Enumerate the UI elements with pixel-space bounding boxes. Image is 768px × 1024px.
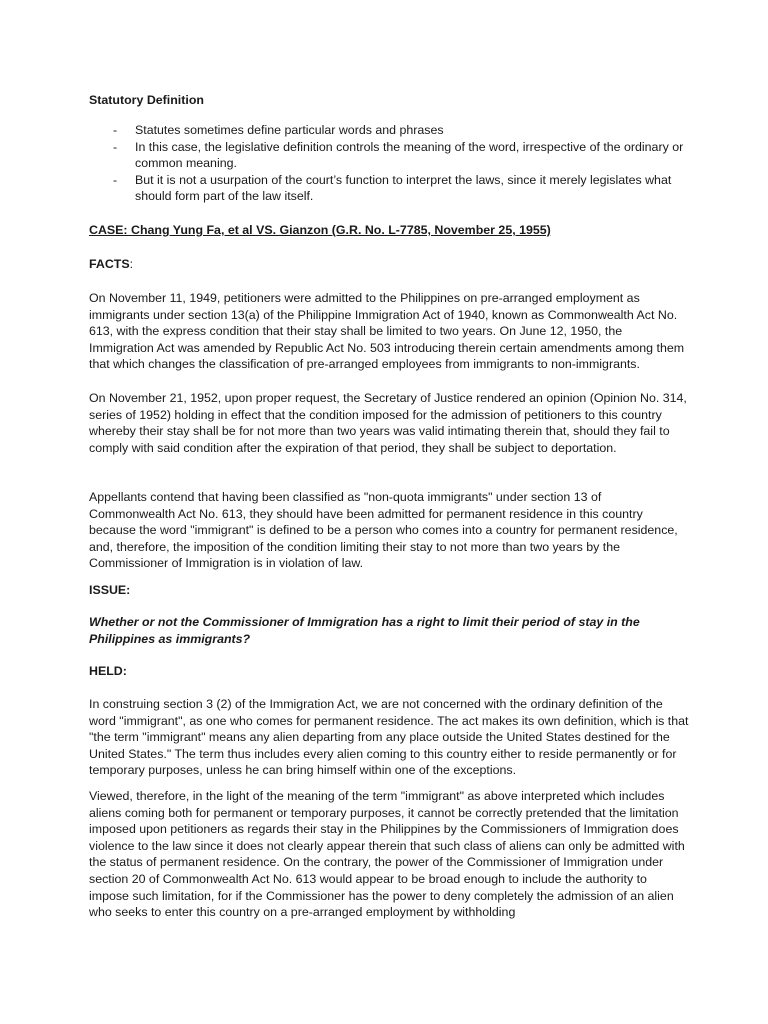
- bullet-text: In this case, the legislative definition controls the meaning of the word, irrespective of the ordinary or common meaning.: [135, 139, 684, 171]
- issue-question: Whether or not the Commissioner of Immigration has a right to limit their period of stay in the Philippines as immigrants?: [89, 615, 640, 646]
- bullet-text: Statutes sometimes define particular words and phrases: [135, 123, 444, 137]
- facts-paragraph-3: Appellants contend that having been classified as "non-quota immigrants" under section 13 of Commonwealth Act No. 613, they should have been admitted for permanent residence in this country because the word "immigrant" is defined to be a person who comes into a country for permanent residence, and, therefore, the imposition of the condition limiting their stay to not more than two years by the Commissioner of Immigration is in violation of law.: [89, 490, 678, 571]
- facts-heading-colon: :: [129, 257, 134, 271]
- statutory-bullet-list: [89, 122, 689, 205]
- list-item: [89, 139, 689, 172]
- bullet-dash: -: [113, 172, 118, 187]
- facts-paragraph-1: On November 11, 1949, petitioners were admitted to the Philippines on pre-arranged employment as immigrants under section 13(a) of the Philippine Immigration Act of 1940, known as Commonwealth Act No. 613, with the express condition that their stay shall be limited to two years. On June 12, 1950, the Immigration Act was amended by Republic Act No. 503 introducing therein certain amendments among them that which changes the classification of pre-arranged employees from immigrants to non-immigrants.: [89, 291, 685, 372]
- facts-heading: [89, 256, 689, 273]
- statutory-heading: Statutory Definition: [89, 93, 204, 107]
- list-item: [89, 172, 689, 205]
- held-paragraph-1: In construing section 3 (2) of the Immigration Act, we are not concerned with the ordinary definition of the word "immigrant", as one who comes for permanent residence. The act makes its own definition, which is that "the term "immigrant" means any alien departing from any place outside the United States destined for the United States." The term thus includes every alien coming to this country either to reside permanently or for temporary purposes, unless he can bring himself within one of the exceptions.: [89, 697, 689, 778]
- held-paragraph-2: Viewed, therefore, in the light of the meaning of the term "immigrant" as above interpreted which includes aliens coming both for permanent or temporary purposes, it cannot be correctly pretended that the limitation imposed upon petitioners as regards their stay in the Philippines by the Commissioners of Immigration does violence to the law since it does not clearly appear therein that such class of aliens can only be admitted with the status of permanent residence. On the contrary, the power of the Commissioner of Immigration under section 20 of Commonwealth Act No. 613 would appear to be broad enough to include the authority to impose such limitation, for if the Commissioner has the power to deny completely the admission of an alien who seeks to enter this country on a pre-arranged employment by withholding: [89, 789, 685, 920]
- bullet-dash: -: [113, 123, 118, 137]
- facts-paragraph-2: On November 21, 1952, upon proper request, the Secretary of Justice rendered an opinion (Opinion No. 314, series of 1952) holding in effect that the condition imposed for the admission of petitioners to this country whereby their stay shall be for not more than two years was valid intimating therein that, should they fail to comply with said condition after the expiration of that period, they shall be subject to deportation.: [89, 391, 687, 455]
- bullet-text: But it is not a usurpation of the court’s function to interpret the laws, since it merely legislates what should form part of the law itself.: [135, 172, 672, 204]
- facts-heading-text: FACTS: [89, 257, 130, 271]
- held-heading: HELD:: [89, 664, 127, 678]
- list-item: [89, 122, 689, 139]
- issue-heading: ISSUE:: [89, 583, 131, 597]
- bullet-dash: -: [113, 139, 118, 154]
- case-title: CASE: Chang Yung Fa, et al VS. Gianzon (G.R. No. L-7785, November 25, 1955): [89, 223, 551, 237]
